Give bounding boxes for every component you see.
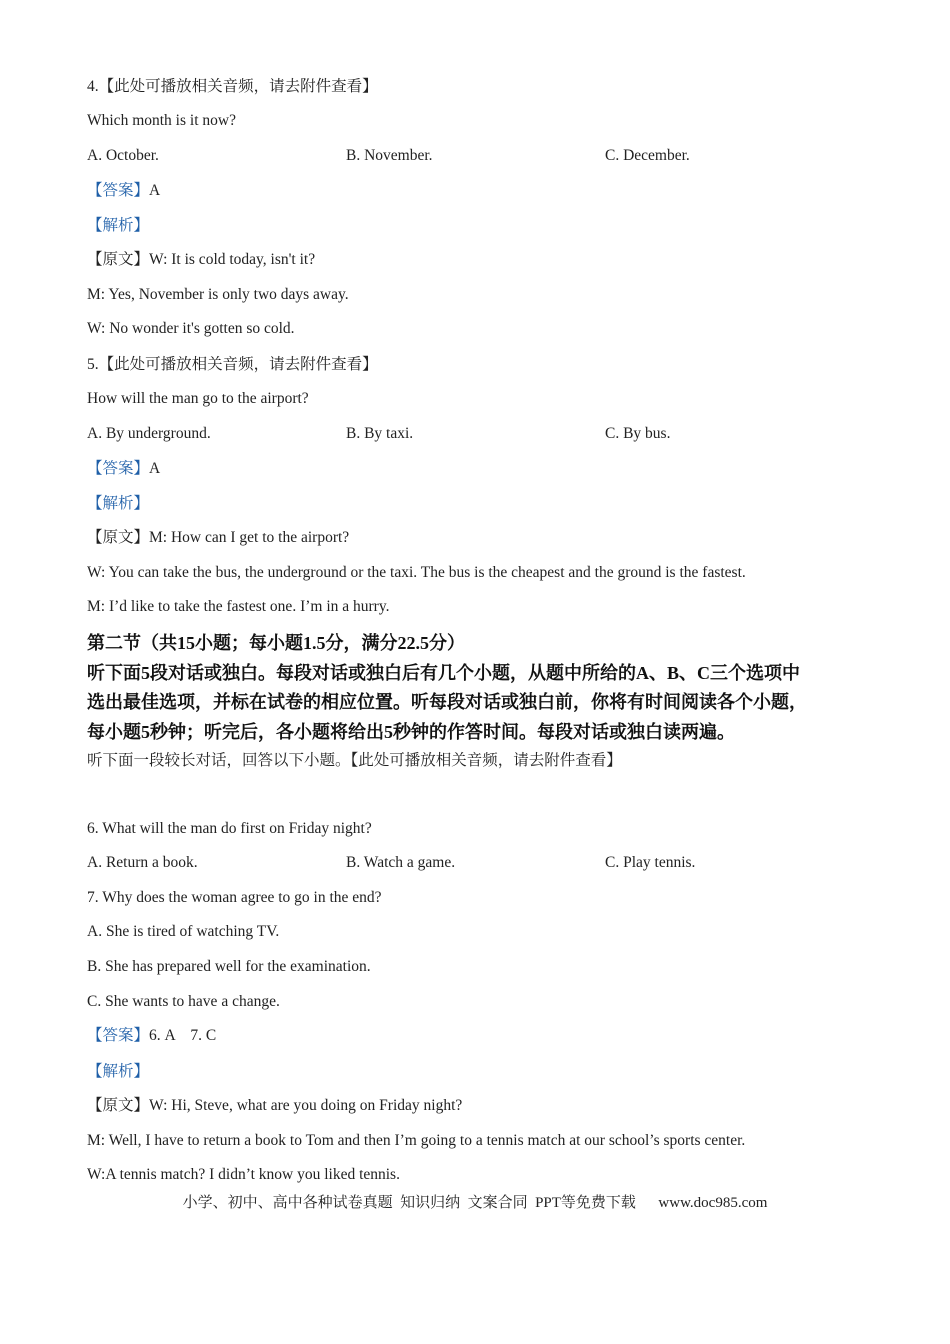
q4-prompt: 4.【此处可播放相关音频，请去附件查看】 bbox=[87, 78, 378, 95]
q7-option-a: A. She is tired of watching TV. bbox=[87, 923, 280, 940]
q5-original-line-1 bbox=[87, 528, 349, 548]
q6-option-c: C. Play tennis. bbox=[605, 854, 696, 871]
q5-original-line-3: M: I’d like to take the fastest one. I’m in a hurry. bbox=[87, 598, 390, 615]
q5-question: How will the man go to the airport? bbox=[87, 390, 309, 407]
q4-question: Which month is it now? bbox=[87, 112, 236, 129]
q67-original-line-3: W:A tennis match? I didn’t know you liked tennis. bbox=[87, 1166, 400, 1183]
answer-tag: 【答案】 bbox=[87, 460, 150, 477]
original-text: W: It is cold today, isn't it? bbox=[149, 251, 316, 268]
q5-prompt: 5.【此处可播放相关音频，请去附件查看】 bbox=[87, 356, 378, 373]
q5-option-a: A. By underground. bbox=[87, 425, 211, 442]
section2-instruction-3: 每小题5秒钟；听完后，各小题将给出5秒钟的作答时间。每段对话或独白读两遍。 bbox=[87, 722, 735, 742]
q7-option-c: C. She wants to have a change. bbox=[87, 993, 280, 1010]
q5-option-c: C. By bus. bbox=[605, 425, 671, 442]
q5-answer bbox=[87, 459, 160, 479]
answer-value: 6. A 7. C bbox=[149, 1027, 217, 1044]
section2-instruction-2: 选出最佳选项，并标在试卷的相应位置。听每段对话或独白前，你将有时间阅读各个小题， bbox=[87, 692, 807, 712]
q67-original-line-1 bbox=[87, 1096, 462, 1116]
q5-analysis-tag: 【解析】 bbox=[87, 495, 150, 512]
answer-tag: 【答案】 bbox=[87, 1027, 150, 1044]
q5-option-b: B. By taxi. bbox=[346, 425, 414, 442]
original-text: W: Hi, Steve, what are you doing on Friday night? bbox=[149, 1097, 463, 1114]
q7-option-b: B. She has prepared well for the examination. bbox=[87, 958, 371, 975]
q4-original-line-3: W: No wonder it's gotten so cold. bbox=[87, 320, 295, 337]
q4-option-c: C. December. bbox=[605, 147, 690, 164]
q6-option-b: B. Watch a game. bbox=[346, 854, 456, 871]
answer-tag: 【答案】 bbox=[87, 182, 150, 199]
section2-intro: 听下面一段较长对话，回答以下小题。【此处可播放相关音频，请去附件查看】 bbox=[87, 752, 622, 769]
page-footer: 小学、初中、高中各种试卷真题 知识归纳 文案合同 PPT等免费下载 www.doc985.com bbox=[182, 1195, 768, 1211]
q6-option-a: A. Return a book. bbox=[87, 854, 198, 871]
q4-analysis-tag: 【解析】 bbox=[87, 217, 150, 234]
answer-value: A bbox=[149, 460, 161, 477]
q67-answer bbox=[87, 1026, 216, 1046]
original-tag: 【原文】 bbox=[87, 1097, 150, 1114]
q6-question: 6. What will the man do first on Friday night? bbox=[87, 820, 372, 837]
original-tag: 【原文】 bbox=[87, 529, 150, 546]
q67-original-line-2: M: Well, I have to return a book to Tom and then I’m going to a tennis match at our school’s sports center. bbox=[87, 1132, 746, 1149]
q4-option-b: B. November. bbox=[346, 147, 433, 164]
original-tag: 【原文】 bbox=[87, 251, 150, 268]
q4-answer bbox=[87, 181, 160, 201]
section2-instruction-1: 听下面5段对话或独白。每段对话或独白后有几个小题，从题中所给的A、B、C三个选项中 bbox=[87, 663, 800, 683]
q7-question: 7. Why does the woman agree to go in the end? bbox=[87, 889, 382, 906]
q67-analysis-tag: 【解析】 bbox=[87, 1063, 150, 1080]
section2-heading: 第二节（共15小题；每小题1.5分，满分22.5分） bbox=[87, 633, 465, 653]
answer-value: A bbox=[149, 182, 161, 199]
q4-original-line-2: M: Yes, November is only two days away. bbox=[87, 286, 349, 303]
q4-option-a: A. October. bbox=[87, 147, 159, 164]
q5-original-line-2: W: You can take the bus, the underground or the taxi. The bus is the cheapest and the ground is the fastest. bbox=[87, 564, 746, 581]
original-text: M: How can I get to the airport? bbox=[149, 529, 350, 546]
q4-original-line-1 bbox=[87, 250, 315, 270]
